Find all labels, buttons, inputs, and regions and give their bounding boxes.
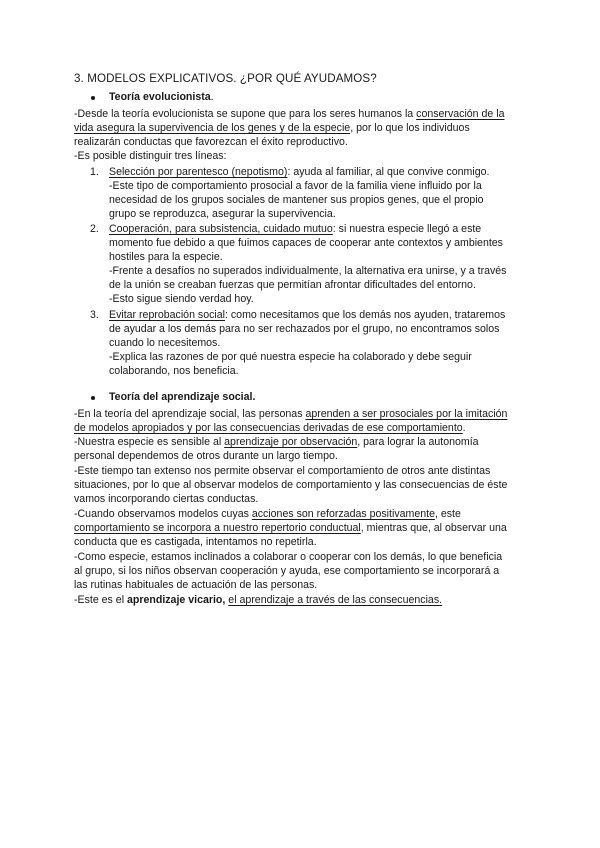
list-item-heading (109, 165, 489, 179)
section-title-bold: Teoría del aprendizaje social. (109, 391, 256, 403)
text-run: -Cuando observamos modelos cuyas (74, 508, 252, 520)
paragraph-line: -Como especie, estamos inclinados a colaborar o cooperar con los demás, lo que beneficia (74, 551, 503, 563)
list-item-heading (109, 308, 505, 322)
text-run: : ayuda al familiar, al que convive conmigo. (287, 166, 490, 178)
paragraph-line (74, 407, 507, 421)
list-item-line: cuando lo necesitemos. (109, 337, 221, 349)
text-run: -Desde la teoría evolucionista se supone que para los seres humanos la (74, 108, 417, 120)
underlined-text: de modelos apropiados y por las consecuencias derivadas de ese comportamiento (74, 422, 463, 434)
list-item-line: de ayudar a los demás para no ser rechazados por el grupo, no encontramos solos (109, 323, 500, 335)
paragraph-line: situaciones, por lo que al observar modelos de comportamiento y las consecuencias de éste (74, 479, 508, 491)
paragraph-line: -Es posible distinguir tres líneas: (74, 150, 227, 162)
paragraph-line: realizarán conductas que favorezcan el éxito reproductivo. (74, 136, 348, 148)
paragraph-line (74, 421, 466, 435)
paragraph-line (74, 593, 442, 607)
underlined-text: acciones son reforzadas positivamente (251, 508, 435, 520)
text-run: , por lo que los individuos (350, 122, 470, 134)
bullet-dot-icon (91, 396, 95, 400)
paragraph-line (74, 521, 507, 535)
section-title-bold: Teoría evolucionista (109, 91, 211, 103)
section-title-evolucionista (109, 90, 214, 104)
paragraph-line (74, 121, 470, 135)
list-item-line: hostiles para la especie. (109, 251, 223, 263)
paragraph-line: conducta que es castigada, intentamos no repetirla. (74, 536, 317, 548)
list-item-line: colaborando, nos beneficia. (109, 365, 239, 377)
text-run: , mientras que, al observar una (360, 522, 507, 534)
paragraph-line: personal dependemos de otros durante un largo tiempo. (74, 450, 338, 462)
underlined-text: aprenden a ser prosociales por la imitación (305, 408, 508, 420)
paragraph-line: las rutinas habituales de actuación de las personas. (74, 579, 318, 591)
paragraph-line (74, 435, 479, 449)
underlined-text: Cooperación, para subsistencia, cuidado mutuo (109, 223, 333, 235)
paragraph-line: al grupo, si los niños observan cooperación y ayuda, ese comportamiento se incorporará a (74, 565, 500, 577)
list-item-line: -Esto sigue siendo verdad hoy. (109, 293, 254, 305)
bullet-dot-icon (91, 96, 95, 100)
list-number: 2. (90, 223, 99, 235)
list-item-line: grupo se reproduzca, asegurar la supervivencia. (109, 208, 336, 220)
text-run: -En la teoría del aprendizaje social, las personas (74, 408, 306, 420)
list-item-line: -Este tipo de comportamiento prosocial a favor de la familia viene influido por la (109, 180, 482, 192)
list-number: 3. (90, 309, 99, 321)
underlined-text: el aprendizaje a través de las consecuencias. (228, 594, 443, 606)
list-item-line: de la unión se creaban fuerzas que permitían afrontar dificultades del entorno. (109, 279, 476, 291)
list-item-line: momento fue debido a que fuimos capaces de cooperar ante contextos y ambientes (109, 237, 503, 249)
text-run: -Este es el (74, 594, 127, 606)
underlined-text: conservación de la (416, 108, 505, 120)
section-title-tail: . (210, 91, 214, 103)
list-item-heading (109, 222, 481, 236)
text-run: , este (434, 508, 461, 520)
underlined-text: Selección por parentesco (nepotismo) (109, 166, 288, 178)
text-run: . (462, 422, 466, 434)
paragraph-line: -Este tiempo tan extenso nos permite observar el comportamiento de otros ante distintas (74, 465, 491, 477)
underlined-text: comportamiento se incorpora a nuestro repertorio conductual (74, 522, 361, 534)
underlined-text: vida asegura la supervivencia de los genes y de la especie (74, 122, 351, 134)
paragraph-line: vamos incorporando ciertas conductas. (74, 493, 259, 505)
bold-text: aprendizaje vicario, (127, 594, 226, 606)
text-run: , para lograr la autonomía (357, 436, 479, 448)
underlined-text: aprendizaje por observación (224, 436, 358, 448)
underlined-text: Evitar reprobación social (109, 309, 225, 321)
page-title: 3. MODELOS EXPLICATIVOS. ¿POR QUÉ AYUDAMOS? (74, 72, 377, 85)
list-number: 1. (90, 166, 99, 178)
text-run: : si nuestra especie llegó a este (332, 223, 482, 235)
section-title-aprendizaje-social (109, 390, 255, 404)
text-run: : como necesitamos que los demás nos ayuden, trataremos (225, 309, 506, 321)
text-run: -Nuestra especie es sensible al (74, 436, 225, 448)
paragraph-line (74, 507, 461, 521)
list-item-line: -Frente a desafíos no superados individualmente, la alternativa era unirse, y a través (109, 265, 507, 277)
paragraph-line (74, 107, 505, 121)
list-item-line: -Explica las razones de por qué nuestra especie ha colaborado y debe seguir (109, 351, 472, 363)
list-item-line: necesidad de los grupos sociales de mantener sus propios genes, que el propio (109, 194, 484, 206)
